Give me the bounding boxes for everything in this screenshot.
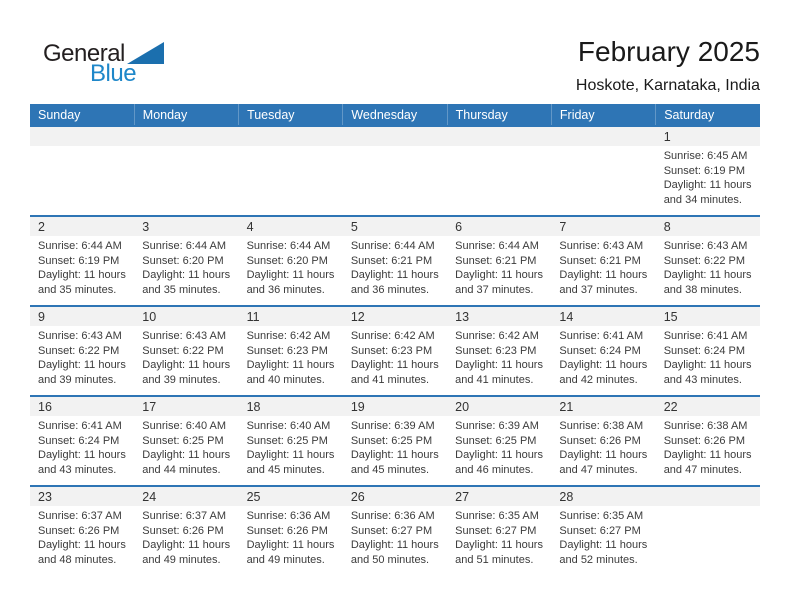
day-details — [343, 506, 447, 567]
day-cell-3 — [134, 216, 238, 306]
detail-line: Sunrise: 6:40 AM — [246, 420, 331, 432]
day-details — [30, 146, 134, 149]
day-number-band — [656, 307, 760, 326]
day-details — [656, 416, 760, 477]
day-number-band — [343, 307, 447, 326]
detail-line: and 35 minutes. — [38, 283, 117, 296]
day-number: 3 — [142, 219, 150, 234]
weekday-header-thursday: Thursday — [447, 104, 551, 126]
detail-line: and 49 minutes. — [246, 553, 325, 566]
day-number-band — [656, 127, 760, 146]
day-cell-empty — [551, 126, 655, 216]
day-cell-28 — [551, 486, 655, 575]
detail-line: and 48 minutes. — [38, 553, 117, 566]
detail-line: Daylight: 11 hours — [142, 359, 231, 371]
day-details — [551, 416, 655, 477]
day-number-band — [134, 487, 238, 506]
day-cell-12 — [343, 306, 447, 396]
detail-line: Daylight: 11 hours — [350, 539, 439, 551]
day-number: 5 — [350, 219, 358, 234]
detail-line: Sunrise: 6:42 AM — [246, 330, 331, 342]
day-cell-7 — [551, 216, 655, 306]
day-number: 20 — [455, 399, 470, 414]
detail-line: Sunset: 6:25 PM — [350, 434, 433, 447]
day-details — [656, 146, 760, 207]
day-cell-9 — [30, 306, 134, 396]
detail-line: and 41 minutes. — [455, 373, 534, 386]
detail-line: Sunrise: 6:43 AM — [38, 330, 122, 342]
day-number: 7 — [559, 219, 567, 234]
detail-line: Daylight: 11 hours — [455, 449, 543, 461]
day-number: 16 — [38, 399, 52, 414]
day-number: 1 — [663, 129, 671, 144]
day-cell-empty — [239, 126, 343, 216]
week-row — [30, 486, 760, 575]
detail-line: Sunrise: 6:43 AM — [559, 240, 644, 252]
day-cell-empty — [134, 126, 238, 216]
day-number-band — [656, 487, 760, 506]
day-details — [239, 506, 343, 567]
weekday-header-tuesday: Tuesday — [239, 104, 343, 126]
day-number-band — [30, 307, 134, 326]
day-number-band — [447, 487, 551, 506]
detail-line: Daylight: 11 hours — [455, 269, 543, 281]
day-number: 14 — [559, 309, 574, 324]
detail-line: Sunrise: 6:45 AM — [663, 150, 748, 162]
day-number-band — [239, 217, 343, 236]
week-row — [30, 396, 760, 486]
detail-line: Sunset: 6:23 PM — [246, 344, 328, 357]
day-number-band — [239, 307, 343, 326]
detail-line: Sunset: 6:27 PM — [455, 524, 537, 537]
detail-line: Daylight: 11 hours — [455, 539, 543, 551]
day-details — [239, 146, 343, 149]
detail-line: Sunset: 6:27 PM — [350, 524, 433, 537]
detail-line: Sunrise: 6:41 AM — [559, 330, 644, 342]
day-number-band — [551, 307, 655, 326]
detail-line: Sunset: 6:25 PM — [142, 434, 224, 447]
detail-line: Sunset: 6:24 PM — [559, 344, 641, 357]
day-number: 13 — [455, 309, 470, 324]
day-details — [134, 506, 238, 567]
day-number: 24 — [142, 489, 157, 504]
detail-line: and 41 minutes. — [350, 373, 430, 386]
detail-line: and 34 minutes. — [663, 193, 742, 206]
day-details — [447, 416, 551, 477]
detail-line: and 47 minutes. — [663, 463, 742, 476]
day-number-band — [134, 217, 238, 236]
day-cell-17 — [134, 396, 238, 486]
day-cell-20 — [447, 396, 551, 486]
day-number-band — [239, 127, 343, 146]
day-number: 26 — [350, 489, 365, 504]
day-number: 25 — [246, 489, 261, 504]
day-details — [656, 236, 760, 297]
week-row — [30, 306, 760, 396]
detail-line: Sunset: 6:24 PM — [38, 434, 120, 447]
detail-line: and 36 minutes. — [350, 283, 430, 296]
day-cell-19 — [343, 396, 447, 486]
detail-line: Sunrise: 6:42 AM — [455, 330, 539, 342]
day-cell-1 — [656, 126, 760, 216]
detail-line: Sunrise: 6:44 AM — [142, 240, 227, 252]
logo-text-blue: Blue — [90, 60, 137, 87]
week-row — [30, 216, 760, 306]
day-number-band — [343, 397, 447, 416]
general-blue-logo — [43, 40, 164, 88]
detail-line: Sunrise: 6:41 AM — [38, 420, 122, 432]
detail-line: Sunset: 6:25 PM — [246, 434, 328, 447]
day-number: 21 — [559, 399, 574, 414]
detail-line: Sunrise: 6:38 AM — [663, 420, 748, 432]
detail-line: and 35 minutes. — [142, 283, 221, 296]
detail-line: Sunrise: 6:43 AM — [663, 240, 748, 252]
day-cell-15 — [656, 306, 760, 396]
detail-line: and 52 minutes. — [559, 553, 638, 566]
detail-line: and 38 minutes. — [663, 283, 742, 296]
week-row — [30, 126, 760, 216]
detail-line: and 39 minutes. — [38, 373, 117, 386]
detail-line: Sunrise: 6:35 AM — [559, 510, 644, 522]
detail-line: and 51 minutes. — [455, 553, 534, 566]
detail-line: Sunset: 6:22 PM — [142, 344, 224, 357]
detail-line: Daylight: 11 hours — [350, 449, 439, 461]
day-details — [134, 416, 238, 477]
detail-line: Sunrise: 6:38 AM — [559, 420, 644, 432]
page-title: February 2025 — [577, 36, 760, 67]
detail-line: and 47 minutes. — [559, 463, 638, 476]
detail-line: Sunset: 6:21 PM — [559, 254, 641, 267]
detail-line: Sunrise: 6:42 AM — [350, 330, 435, 342]
weekday-header-friday: Friday — [551, 104, 655, 126]
day-number: 9 — [38, 309, 45, 324]
detail-line: Sunset: 6:26 PM — [38, 524, 120, 537]
detail-line: Sunset: 6:25 PM — [455, 434, 537, 447]
detail-line: Sunrise: 6:39 AM — [350, 420, 435, 432]
detail-line: Daylight: 11 hours — [246, 269, 335, 281]
day-details — [239, 326, 343, 387]
detail-line: Sunset: 6:26 PM — [663, 434, 746, 447]
detail-line: Daylight: 11 hours — [559, 359, 648, 371]
day-number-band — [447, 307, 551, 326]
day-cell-14 — [551, 306, 655, 396]
day-details — [551, 146, 655, 149]
day-number-band — [30, 487, 134, 506]
day-details — [134, 146, 238, 149]
detail-line: and 50 minutes. — [350, 553, 430, 566]
day-number: 2 — [38, 219, 45, 234]
detail-line: Daylight: 11 hours — [38, 449, 126, 461]
detail-line: Sunrise: 6:37 AM — [142, 510, 227, 522]
calendar-titles — [576, 36, 760, 95]
day-cell-26 — [343, 486, 447, 575]
day-number-band — [239, 397, 343, 416]
weekday-header-wednesday: Wednesday — [343, 104, 447, 126]
day-number-band — [447, 127, 551, 146]
detail-line: and 49 minutes. — [142, 553, 221, 566]
detail-line: and 36 minutes. — [246, 283, 325, 296]
day-number: 8 — [663, 219, 671, 234]
detail-line: Sunset: 6:26 PM — [559, 434, 641, 447]
location-subtitle: Hoskote, Karnataka, India — [575, 77, 760, 94]
detail-line: and 43 minutes. — [38, 463, 117, 476]
detail-line: Sunrise: 6:44 AM — [350, 240, 435, 252]
weekday-header-monday: Monday — [134, 104, 238, 126]
detail-line: Daylight: 11 hours — [350, 359, 439, 371]
weekday-header-saturday: Saturday — [656, 104, 760, 126]
detail-line: Daylight: 11 hours — [559, 539, 648, 551]
detail-line: and 44 minutes. — [142, 463, 221, 476]
detail-line: Sunset: 6:21 PM — [350, 254, 433, 267]
day-cell-24 — [134, 486, 238, 575]
day-number-band — [134, 127, 238, 146]
day-number: 27 — [455, 489, 470, 504]
day-number-band — [134, 307, 238, 326]
day-number-band — [551, 397, 655, 416]
detail-line: Sunrise: 6:36 AM — [350, 510, 435, 522]
detail-line: Sunset: 6:22 PM — [663, 254, 746, 267]
detail-line: Daylight: 11 hours — [142, 269, 231, 281]
day-cell-22 — [656, 396, 760, 486]
day-number: 22 — [663, 399, 678, 414]
day-details — [343, 146, 447, 149]
day-cell-4 — [239, 216, 343, 306]
day-number-band — [656, 397, 760, 416]
detail-line: and 39 minutes. — [142, 373, 221, 386]
detail-line: and 43 minutes. — [663, 373, 742, 386]
detail-line: Sunset: 6:21 PM — [455, 254, 537, 267]
detail-line: Sunrise: 6:39 AM — [455, 420, 539, 432]
day-number: 6 — [455, 219, 463, 234]
detail-line: Daylight: 11 hours — [663, 359, 752, 371]
detail-line: Sunrise: 6:40 AM — [142, 420, 227, 432]
detail-line: Sunset: 6:23 PM — [455, 344, 537, 357]
day-number-band — [551, 487, 655, 506]
detail-line: and 40 minutes. — [246, 373, 325, 386]
detail-line: and 45 minutes. — [246, 463, 325, 476]
day-number-band — [30, 127, 134, 146]
day-cell-16 — [30, 396, 134, 486]
day-number: 10 — [142, 309, 157, 324]
day-details — [134, 236, 238, 297]
detail-line: Daylight: 11 hours — [246, 449, 335, 461]
day-number: 28 — [559, 489, 574, 504]
day-cell-13 — [447, 306, 551, 396]
day-number-band — [30, 397, 134, 416]
day-number-band — [343, 487, 447, 506]
day-number-band — [134, 397, 238, 416]
day-cell-10 — [134, 306, 238, 396]
day-details — [30, 506, 134, 567]
day-cell-11 — [239, 306, 343, 396]
day-cell-empty — [343, 126, 447, 216]
detail-line: Daylight: 11 hours — [142, 449, 231, 461]
day-details — [551, 326, 655, 387]
day-details — [343, 236, 447, 297]
detail-line: Sunset: 6:26 PM — [142, 524, 224, 537]
day-cell-empty — [447, 126, 551, 216]
day-number-band — [239, 487, 343, 506]
detail-line: Daylight: 11 hours — [38, 269, 126, 281]
detail-line: Daylight: 11 hours — [455, 359, 543, 371]
day-cell-18 — [239, 396, 343, 486]
day-number: 11 — [246, 309, 260, 324]
detail-line: and 37 minutes. — [559, 283, 638, 296]
day-details — [447, 236, 551, 297]
day-details — [656, 506, 760, 509]
detail-line: and 37 minutes. — [455, 283, 534, 296]
day-number: 19 — [350, 399, 365, 414]
detail-line: Daylight: 11 hours — [663, 449, 752, 461]
detail-line: and 46 minutes. — [455, 463, 534, 476]
day-details — [447, 146, 551, 149]
day-number-band — [551, 127, 655, 146]
detail-line: Sunset: 6:23 PM — [350, 344, 433, 357]
day-details — [343, 416, 447, 477]
day-number-band — [656, 217, 760, 236]
day-number: 4 — [246, 219, 254, 234]
day-details — [30, 236, 134, 297]
detail-line: Sunrise: 6:35 AM — [455, 510, 539, 522]
detail-line: Daylight: 11 hours — [246, 359, 335, 371]
detail-line: Daylight: 11 hours — [38, 539, 126, 551]
day-details — [30, 326, 134, 387]
day-number: 17 — [142, 399, 157, 414]
detail-line: Daylight: 11 hours — [350, 269, 439, 281]
day-details — [551, 506, 655, 567]
day-number-band — [30, 217, 134, 236]
detail-line: Sunset: 6:22 PM — [38, 344, 120, 357]
day-cell-21 — [551, 396, 655, 486]
day-details — [551, 236, 655, 297]
weekday-header-row — [30, 104, 760, 126]
detail-line: Daylight: 11 hours — [559, 269, 648, 281]
day-number-band — [447, 397, 551, 416]
day-number: 23 — [38, 489, 52, 504]
day-details — [239, 416, 343, 477]
detail-line: Sunrise: 6:44 AM — [246, 240, 331, 252]
day-cell-empty — [656, 486, 760, 575]
day-number: 12 — [350, 309, 365, 324]
detail-line: Daylight: 11 hours — [38, 359, 126, 371]
day-cell-2 — [30, 216, 134, 306]
day-number-band — [343, 127, 447, 146]
detail-line: Sunrise: 6:44 AM — [455, 240, 539, 252]
day-cell-6 — [447, 216, 551, 306]
detail-line: Sunrise: 6:37 AM — [38, 510, 122, 522]
day-number: 18 — [246, 399, 261, 414]
detail-line: Daylight: 11 hours — [559, 449, 648, 461]
detail-line: Sunset: 6:26 PM — [246, 524, 328, 537]
detail-line: Sunset: 6:24 PM — [663, 344, 746, 357]
day-number-band — [551, 217, 655, 236]
day-cell-25 — [239, 486, 343, 575]
weekday-header-sunday: Sunday — [30, 104, 134, 126]
day-cell-23 — [30, 486, 134, 575]
detail-line: Daylight: 11 hours — [246, 539, 335, 551]
day-cell-5 — [343, 216, 447, 306]
detail-line: Sunset: 6:20 PM — [142, 254, 224, 267]
detail-line: and 45 minutes. — [350, 463, 430, 476]
day-number: 15 — [663, 309, 678, 324]
detail-line: Sunset: 6:19 PM — [38, 254, 120, 267]
day-details — [447, 326, 551, 387]
calendar-body — [30, 126, 760, 575]
detail-line: Daylight: 11 hours — [663, 269, 752, 281]
day-cell-27 — [447, 486, 551, 575]
day-number-band — [343, 217, 447, 236]
detail-line: and 42 minutes. — [559, 373, 638, 386]
detail-line: Daylight: 11 hours — [663, 179, 752, 191]
detail-line: Sunrise: 6:44 AM — [38, 240, 122, 252]
day-details — [30, 416, 134, 477]
day-details — [239, 236, 343, 297]
detail-line: Sunrise: 6:41 AM — [663, 330, 748, 342]
day-cell-empty — [30, 126, 134, 216]
detail-line: Sunrise: 6:36 AM — [246, 510, 331, 522]
day-details — [656, 326, 760, 387]
detail-line: Sunrise: 6:43 AM — [142, 330, 227, 342]
day-details — [343, 326, 447, 387]
logo-text-general: General — [43, 40, 125, 67]
detail-line: Sunset: 6:27 PM — [559, 524, 641, 537]
day-cell-8 — [656, 216, 760, 306]
day-number-band — [447, 217, 551, 236]
detail-line: Sunset: 6:19 PM — [663, 164, 746, 177]
day-details — [447, 506, 551, 567]
day-details — [134, 326, 238, 387]
detail-line: Daylight: 11 hours — [142, 539, 231, 551]
detail-line: Sunset: 6:20 PM — [246, 254, 328, 267]
calendar-grid — [30, 104, 760, 575]
